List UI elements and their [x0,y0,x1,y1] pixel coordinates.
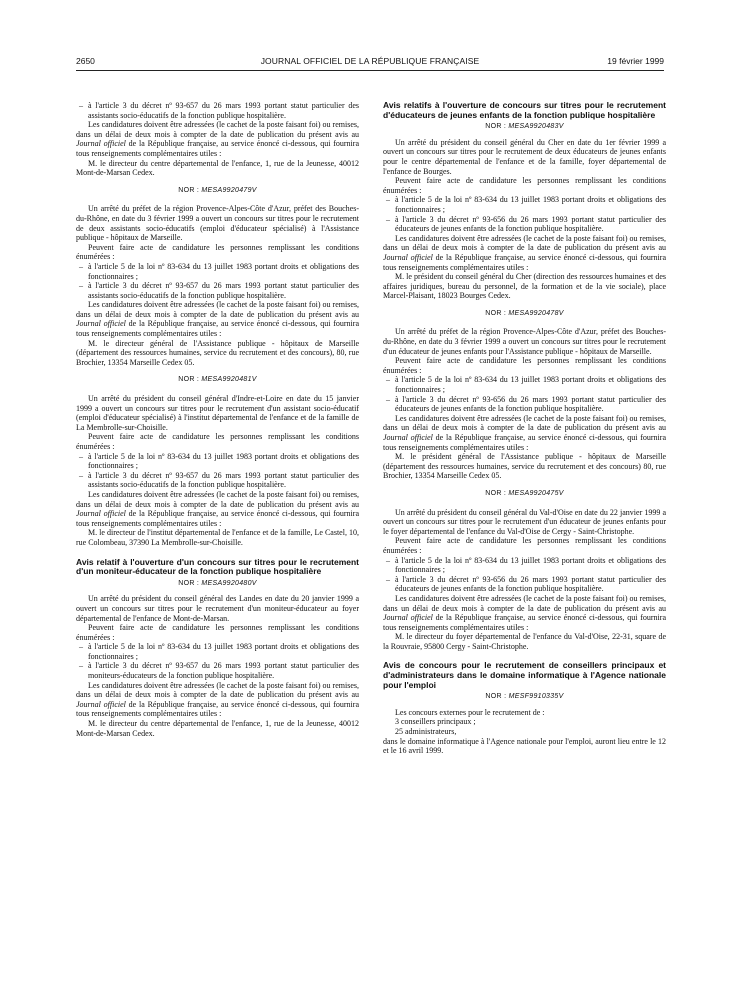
paragraph: M. le directeur du centre départemental de l'enfance, 1, rue de la Jeunesse, 40012 Mont-de-Marsan Cedex. [76,158,359,178]
notice-mesa9920475v [383,489,666,652]
condition-item: – à l'article 5 de la loi nº 83-634 du 13 juillet 1983 portant droits et obligations des fonctionnaires ; [79,261,359,281]
condition-item: – à l'article 3 du décret nº 93-657 du 26 mars 1993 portant statut particulier des assistants socio-éducatifs de la fonction publique hospitalière. [79,470,359,490]
section-title: Avis relatif à l'ouverture d'un concours sur titres pour le recrutement d'un moniteur-éducateur de la fonction publique hospitalière [76,556,359,577]
paragraph: Peuvent faire acte de candidature les personnes remplissant les conditions énumérées : [76,242,359,262]
condition-item: – à l'article 3 du décret nº 93-657 du 26 mars 1993 portant statut particulier des moniteurs-éducateurs de la fonction publique hospitalière. [79,661,359,681]
paragraph: Un arrêté du préfet de la région Provence-Alpes-Côte d'Azur, préfet des Bouches-du-Rhône, en date du 3 février 1999 a ouvert un concours sur titres pour le recrutement de deux assistants socio-éducatifs (emploi d'éducateur spécialisé) à l'Assistance publique - hôpitaux de Marseille. [76,204,359,243]
paragraph: Un arrêté du président du conseil général du Val-d'Oise en date du 22 janvier 1999 a ouvert un concours sur titres pour le recrutement d'un éducateur de jeunes enfants pour le foyer départemental de l'enfance du Val-d'Oise de Cergy - Saint-Christophe. [383,507,666,536]
section-title: Avis de concours pour le recrutement de conseillers principaux et d'administrateurs dans le domaine informatique à l'Agence nationale pour l'emploi [383,660,666,690]
condition-item: – à l'article 5 de la loi nº 83-634 du 13 juillet 1983 portant droits et obligations des fonctionnaires ; [79,642,359,661]
condition-item: – à l'article 3 du décret nº 93-656 du 26 mars 1993 portant statut particulier des éducateurs de jeunes enfants de la fonction publique hospitalière. [386,214,666,234]
issue-date: 19 février 1999 [607,56,664,66]
page-number: 2650 [76,56,95,66]
paragraph: Un arrêté du président du conseil général des Landes en date du 20 janvier 1999 a ouvert un concours sur titres pour le recrutement d'un moniteur-éducateur au foyer départemental de l'enfance de Mont-de-Marsan. [76,594,359,623]
paragraph: Peuvent faire acte de candidature les personnes remplissant les conditions énumérées : [383,356,666,375]
nor-reference: NOR : MESA9920483V [485,123,564,131]
nor-reference: NOR : MESA9920481V [178,376,257,384]
paragraph: Peuvent faire acte de candidature les personnes remplissant les conditions énumérées : [383,536,666,555]
condition-item: – à l'article 3 du décret nº 93-656 du 26 mars 1993 portant statut particulier des éducateurs de jeunes enfants de la fonction publique hospitalière. [386,574,666,594]
page-header [76,56,664,70]
paragraph: Les candidatures doivent être adressées (le cachet de la poste faisant foi) ou remises, dans un délai de deux mois à compter de la date de publication du présent avis au Journal officiel de la République française, au service énoncé ci-dessous, qui fournira tous renseignements complémentaires utiles : [383,593,666,632]
paragraph: M. le directeur du foyer départemental de l'enfance du Val-d'Oise, 22-31, square de la Rouvraie, 95800 Cergy - Saint-Christophe. [383,632,666,651]
condition-item: – à l'article 5 de la loi nº 83-634 du 13 juillet 1983 portant droits et obligations des fonctionnaires ; [386,375,666,395]
paragraph: M. le président général de l'Assistance publique - hôpitaux de Marseille (département des ressources humaines, service du recrutement et des concours) 80, rue Brochier, 13354 Marseille Cedex 05. [383,452,666,481]
paragraph: Les candidatures doivent être adressées (le cachet de la poste faisant foi) ou remises, dans un délai de deux mois à compter de la date de publication du présent avis au Journal officiel de la République française, au service énoncé ci-dessous, qui fournira tous renseignements complémentaires utiles : [383,233,666,272]
condition-item: – à l'article 3 du décret nº 93-656 du 26 mars 1993 portant statut particulier des éducateurs de jeunes enfants de la fonction publique hospitalière. [386,394,666,414]
nor-reference: NOR : MESA9920480V [178,579,257,587]
notice-mesa9920479v [76,186,359,368]
section-title: Avis relatifs à l'ouverture de concours sur titres pour le recrutement d'éducateurs de jeunes enfants de la fonction publique hospitalière [383,100,666,120]
notice-mesf9910335v [383,661,666,755]
notice-continued [76,101,359,178]
condition-item: – à l'article 5 de la loi nº 83-634 du 13 juillet 1983 portant droits et obligations des fonctionnaires ; [386,555,666,575]
nor-reference: NOR : MESA9920478V [485,309,564,317]
paragraph: Un arrêté du président du conseil général d'Indre-et-Loire en date du 15 janvier 1999 a ouvert un concours sur titres pour le recrutement d'un assistant socio-éducatif (emploi d'éducateur spécialisé) à l'institut départemental de l'enfance et de la famille de La Membrolle-sur-Choisille. [76,394,359,432]
paragraph: M. le directeur général de l'Assistance publique - hôpitaux de Marseille (département des ressources humaines, service du recrutement et des concours), 80, rue Brochier, 13354 Marseille Cedex 05. [76,338,359,367]
paragraph: Les concours externes pour le recrutement de : [395,707,545,717]
paragraph: Peuvent faire acte de candidature les personnes remplissant les conditions énumérées : [76,432,359,451]
paragraph: M. le directeur du centre départemental de l'enfance, 1, rue de la Jeunesse, 40012 Mont-de-Marsan Cedex. [76,719,359,738]
notice-mesa9920483v [383,101,666,301]
paragraph: M. le directeur de l'institut départemental de l'enfance et de la famille, Le Castel, 10, rue Colombeau, 37390 La Membrolle-sur-Choisille. [76,528,359,547]
nor-reference: NOR : MESF9910335V [485,693,564,701]
paragraph: Les candidatures doivent être adressées (le cachet de la poste faisant foi) ou remises, dans un délai de deux mois à compter de la date de publication du présent avis au Journal officiel de la République française, au service énoncé ci-dessous, qui fournira tous renseignements complémentaires utiles : [76,120,359,158]
condition-item: – à l'article 3 du décret nº 93-657 du 26 mars 1993 portant statut particulier des assistants socio-éducatifs de la fonction publique hospitalière. [79,101,359,120]
nor-reference: NOR : MESA9920475V [485,489,564,497]
notice-mesa9920480v [76,558,359,739]
header-rule [76,70,664,71]
condition-item: – à l'article 5 de la loi nº 83-634 du 13 juillet 1983 portant droits et obligations des fonctionnaires ; [386,195,666,214]
notice-mesa9920481v [76,375,359,547]
paragraph: M. le président du conseil général du Cher (direction des ressources humaines et des affaires juridiques, bureau du personnel, de la formation et de la vie sociale), place Marcel-Plaisant, 18023 Bourges Cedex. [383,272,666,301]
condition-item: – à l'article 5 de la loi nº 83-634 du 13 juillet 1983 portant droits et obligations des fonctionnaires ; [79,451,359,471]
paragraph: Un arrêté du président du conseil général du Cher en date du 1er février 1999 a ouvert un concours sur titres pour le recrutement de deux éducateurs de jeunes enfants pour le centre départemental de l'enfance et de la famille, foyer départemental de l'enfance de Bourges. [383,137,666,176]
paragraph: Les candidatures doivent être adressées (le cachet de la poste faisant foi) ou remises, dans un délai de deux mois à compter de la date de publication du présent avis au Journal officiel de la République française, au service énoncé ci-dessous, qui fournira tous renseignements complémentaires utiles : [76,489,359,528]
list-line: 3 conseillers principaux ; [395,717,476,727]
paragraph: Peuvent faire acte de candidature les personnes remplissant les conditions énumérées : [383,176,666,195]
list-line: 25 administrateurs, [395,727,457,737]
notice-mesa9920478v [383,309,666,481]
condition-item: – à l'article 3 du décret nº 93-657 du 26 mars 1993 portant statut particulier des assistants socio-éducatifs de la fonction publique hospitalière. [79,281,359,300]
paragraph: Un arrêté du préfet de la région Provence-Alpes-Côte d'Azur, préfet des Bouches-du-Rhône, en date du 3 février 1999 a ouvert un concours sur titres pour le recrutement d'un éducateur de jeunes enfants pour l'Assistance publique - hôpitaux de Marseille. [383,327,666,356]
nor-reference: NOR : MESA9920479V [178,186,257,194]
paragraph: Peuvent faire acte de candidature les personnes remplissant les conditions énumérées : [76,623,359,642]
paragraph: dans le domaine informatique à l'Agence nationale pour l'emploi, auront lieu entre le 12 et le 16 avril 1999. [383,736,666,756]
paragraph: Les candidatures doivent être adressées (le cachet de la poste faisant foi) ou remises, dans un délai de deux mois à compter de la date de publication du présent avis au Journal officiel de la République française, au service énoncé ci-dessous, qui fournira tous renseignements complémentaires utiles : [76,300,359,339]
journal-title: JOURNAL OFFICIEL DE LA RÉPUBLIQUE FRANÇAISE [260,56,480,66]
right-column [383,101,666,756]
left-column [76,101,359,738]
paragraph: Les candidatures doivent être adressées (le cachet de la poste faisant foi) ou remises, dans un délai de deux mois à compter de la date de publication du présent avis au Journal officiel de la République française, au service énoncé ci-dessous, qui fournira tous renseignements complémentaires utiles : [76,680,359,719]
paragraph: Les candidatures doivent être adressées (le cachet de la poste faisant foi) ou remises, dans un délai de deux mois à compter de la date de publication du présent avis au Journal officiel de la République française, au service énoncé ci-dessous, qui fournira tous renseignements complémentaires utiles : [383,413,666,452]
